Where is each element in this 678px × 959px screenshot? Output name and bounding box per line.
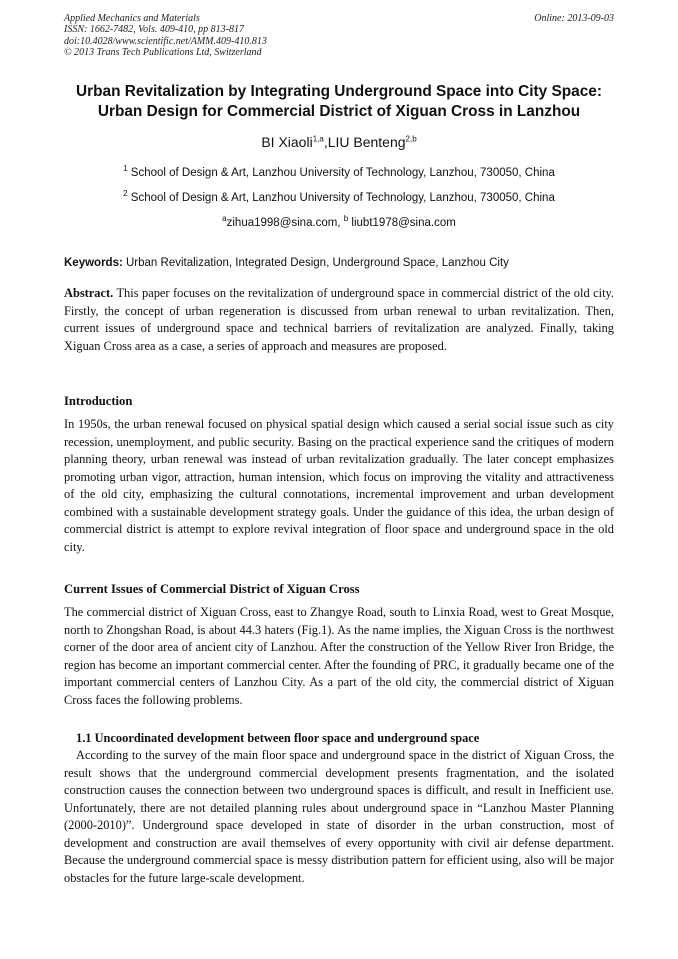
affiliation-2-text: School of Design & Art, Lanzhou University of Technology, Lanzhou, 730050, China [130,192,555,204]
affiliation-2 [40,189,638,204]
abstract-label: Abstract. [64,286,114,300]
current-issues-heading: Current Issues of Commercial District of Xiguan Cross [64,582,360,596]
doi-line: doi:10.4028/www.scientific.net/AMM.409-410.813 [64,35,267,47]
email-a: zihua1998@sina.com, [226,217,344,229]
abstract-paragraph [64,285,614,355]
current-issues-paragraph: The commercial district of Xiguan Cross, east to Zhangye Road, south to Linxia Road, west to Great Mosque, north to Zhongshan Road, is about 44.3 haters (Fig.1). As the name implies, the Xiguan Cross is the northwest corner of the door area of ancient city of Lanzhou. After the construction of the Yellow River Iron Bridge, the region has become an important commercial center. After the founding of PRC, it gradually became one of the important commercial centers of Lanzhou City. As a part of the old city, the commercial district of Xiguan Cross faces the following problems. [64,605,614,707]
email-line [40,214,638,229]
email-b: liubt1978@sina.com [348,217,456,229]
copyright-line: © 2013 Trans Tech Publications Ltd, Switzerland [64,47,262,59]
journal-header [64,13,267,59]
author-2-name: LIU Benteng [327,134,406,150]
author-2-affil-mark: 2,b [405,134,417,144]
issn-line: ISSN: 1662-7482, Vols. 409-410, pp 813-817 [64,24,244,36]
title-line-2: Urban Design for Commercial District of Xiguan Cross in Lanzhou [97,103,581,120]
title-line-1: Urban Revitalization by Integrating Underground Space into City Space: [76,83,602,100]
author-1-affil-mark: 1,a [312,134,324,144]
affiliation-1 [40,164,638,179]
author-1-name: BI Xiaoli [261,134,313,150]
keywords-label: Keywords: [64,257,123,269]
section-1-1-paragraph: According to the survey of the main floor space and underground space in the district of Xiguan Cross, the result shows that the underground commercial development presents fragmentation, and the isolated construction causes the connection between two underground spaces is difficult, and result in Inefficient use. Unfortunately, there are not detailed planning rules about underground space in “Lanzhou Master Planning (2000-2010)”. Underground space developed in state of disorder in the urban construction, most of development and construction are avail themselves of every opportunity with civil air defense department. Because the underground commercial space is messy distribution pattern for efficient using, also will be major obstacles for the future large-scale development. [64,748,614,885]
journal-name: Applied Mechanics and Materials [64,13,200,24]
affiliation-1-mark: 1 [123,164,128,174]
author-separator: , [323,134,328,150]
email-b-mark: b [343,214,349,224]
online-date: Online: 2013-09-03 [534,13,614,24]
introduction-heading: Introduction [64,394,133,408]
abstract-text: This paper focuses on the revitalization of underground space in commercial district of the old city. Firstly, the concept of urban regeneration is discussed from urban renewal to urban revitalization. Then, current issues of underground space and technical barriers of revitalization are analyzed. Finally, taking Xiguan Cross area as a case, a series of approach and measures are proposed. [64,286,614,353]
keywords-text: Urban Revitalization, Integrated Design, Underground Space, Lanzhou City [122,257,509,269]
section-1-1-heading: 1.1 Uncoordinated development between floor space and underground space [76,731,480,745]
paper-title [40,82,638,122]
keywords-line [64,257,614,269]
affiliation-1-text: School of Design & Art, Lanzhou University of Technology, Lanzhou, 730050, China [130,167,555,179]
author-line [40,134,638,150]
introduction-paragraph: In 1950s, the urban renewal focused on physical spatial design which caused a serial social issue such as city recession, unemployment, and public security. Basing on the practical experience sand the critiques of modern planning theory, urban renewal was instead of urban revitalization gradually. The later concept emphasizes promoting urban vigor, attraction, human intension, which focus on improving the vitality and attractiveness of the old city, emphasizing the cultural connotations, incremental improvement and urban development combined with a sustainable development strategy goals. Under the guidance of this idea, the urban design of commercial district is attempt to explore revival integration of floor space and underground space in the old city. [64,417,614,554]
email-a-mark: a [222,214,227,224]
affiliation-2-mark: 2 [123,189,128,199]
